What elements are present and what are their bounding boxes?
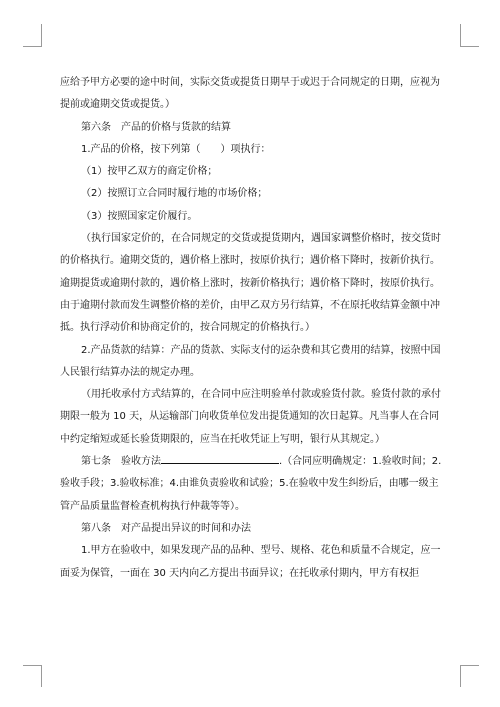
acceptance-method-blank[interactable] [161,453,279,464]
crop-mark-bottom-right-v [460,665,461,687]
paragraph-collection-note: （用托收承付方式结算的，在合同中应注明验单付款或验货付款。验货付款的承付期限一般为 10 天，从运输部门向收货单位发出提货通知的次日起算。凡当事人在合同中约定缩短或延长验货期限的，应当在托收凭证上写明，银行从其规定。） [60,389,441,445]
article-7-requirements: .（合同应明确规定：1.验收时间；2.验收手段；3.验收标准；4.由谁负责验收和试验；5.在验收中发生纠纷后，由哪一级主管产品质量监督检查机构执行仲裁等等）。 [60,456,442,512]
paragraph-delivery-note: 应给予甲方必要的途中时间，实际交货或提货日期早于或迟于合同规定的日期，应视为提前或逾期交货或提货。） [60,77,440,111]
clause-objection-procedure: 1.甲方在验收中，如果发现产品的品种、型号、规格、花色和质量不合规定，应一面妥为保管，一面在 30 天内向乙方提出书面异议；在托收承付期内，甲方有权拒 [60,545,441,579]
crop-mark-bottom-left-h [23,665,42,666]
article-7-acceptance-method [60,451,442,518]
clause-price-selection: 1.产品的价格，按下列第（ ）项执行： [81,143,271,155]
price-option-2: （2）按照订立合同时履行地的市场价格； [81,188,268,200]
price-option-3: （3）按照国家定价履行。 [81,210,198,222]
crop-mark-bottom-left-v [41,665,42,687]
paragraph-state-pricing-note: （执行国家定价的，在合同规定的交货或提货期内，遇国家调整价格时，按交货时的价格执行。逾期交货的，遇价格上涨时，按原价执行；遇价格下降时，按新价执行。逾期提货或逾期付款的，遇价格上涨时，按新价格执行；遇价格下降时，按原价执行。由于逾期付款而发生调整价格的差价，由甲乙双方另行结算，不在原托收结算金额中冲抵。执行浮动价和协商定价的，按合同规定的价格执行。） [60,233,441,334]
crop-mark-bottom-right-h [460,665,479,666]
document-body [60,72,442,585]
crop-mark-top-left-v [41,24,42,46]
article-8-heading: 第八条 对产品提出异议的时间和办法 [81,522,251,534]
article-7-label: 第七条 验收方法 [81,456,161,468]
crop-mark-top-left-h [23,46,42,47]
clause-payment-settlement: 2.产品货款的结算：产品的货款、实际支付的运杂费和其它费用的结算，按照中国人民银行结算办法的规定办理。 [60,344,441,378]
article-6-heading: 第六条 产品的价格与货款的结算 [81,121,231,133]
price-option-1: （1）按甲乙双方的商定价格； [81,166,218,178]
crop-mark-top-right-v [460,24,461,46]
crop-mark-top-right-h [460,46,479,47]
